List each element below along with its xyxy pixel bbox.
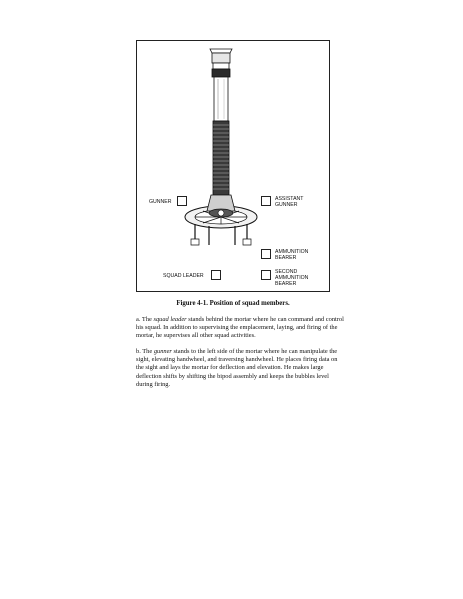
paragraph-a-text: stands behind the mortar where he can command and control his squad. In addition to supervising the emplacement, laying, and firing of the mortar, he supervises all other squad activities.	[136, 316, 344, 340]
paragraph-a-term: squad leader	[153, 316, 187, 323]
squad-leader-label: SQUAD LEADER	[163, 273, 204, 279]
second-ammunition-bearer-label-line3: BEARER	[275, 281, 297, 287]
ammunition-bearer-position-box	[261, 249, 271, 259]
paragraph-b-prefix: b. The	[136, 348, 154, 355]
second-ammunition-bearer-label-line2: AMMUNITION	[275, 275, 309, 281]
paragraph-b-text: stands to the left side of the mortar where he can manipulate the sight, elevating handwheel, and traversing handwheel. He places firing data on the sight and lays the mortar for deflection and elevation. He makes large deflection shifts by shifting the bipod assembly and keeps the bubbles level during firing.	[136, 348, 338, 388]
assistant-gunner-label	[275, 196, 303, 208]
squad-leader-position-box	[211, 270, 221, 280]
ammunition-bearer-label	[275, 249, 308, 261]
ammunition-bearer-label-line2: BEARER	[275, 255, 297, 261]
paragraph-gunner	[136, 348, 344, 389]
paragraph-b-term: gunner	[153, 348, 172, 355]
assistant-gunner-position-box	[261, 196, 271, 206]
second-ammunition-bearer-position-box	[261, 270, 271, 280]
gunner-position-box	[177, 196, 187, 206]
second-ammunition-bearer-label-line1: SECOND	[275, 269, 298, 275]
paragraph-squad-leader	[136, 316, 344, 341]
assistant-gunner-label-line2: GUNNER	[275, 202, 298, 208]
paragraph-a-prefix: a. The	[136, 316, 154, 323]
ammunition-bearer-label-line1: AMMUNITION	[275, 249, 309, 255]
assistant-gunner-label-line1: ASSISTANT	[275, 196, 304, 202]
figure-caption: Figure 4-1. Position of squad members.	[176, 300, 290, 307]
gunner-label: GUNNER	[149, 199, 172, 205]
figure-frame	[136, 40, 330, 292]
second-ammunition-bearer-label	[275, 269, 308, 287]
